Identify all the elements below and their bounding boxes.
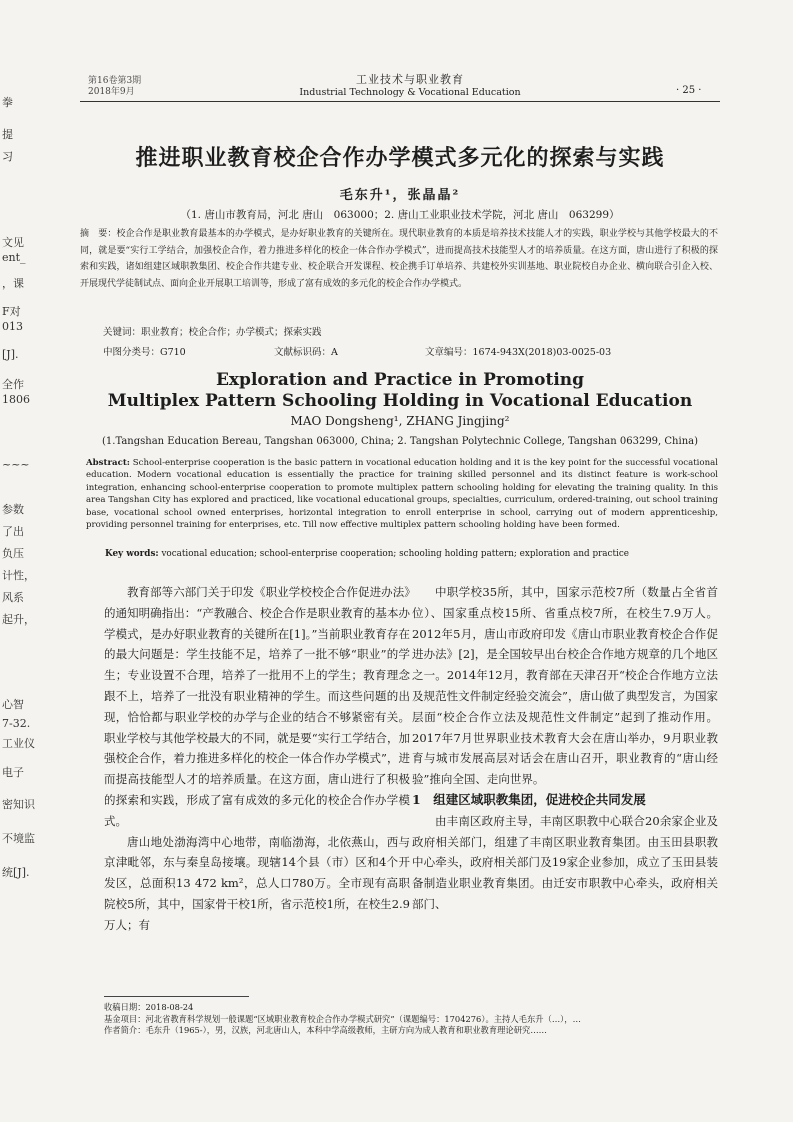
footnotes bbox=[104, 1002, 724, 1037]
document-code: 文献标识码：A bbox=[274, 347, 338, 358]
header-volume bbox=[88, 76, 141, 98]
edge-fragment: 工业仪 bbox=[2, 737, 35, 750]
footnote-received: 收稿日期：2018-08-24 bbox=[104, 1002, 194, 1012]
edge-fragment: 了出 bbox=[2, 525, 24, 538]
section-heading: 1 组建区域职教集团，促进校企共同发展 bbox=[412, 791, 646, 807]
body-paragraph: 由丰南区政府主导，丰南区职教中心联合20余家企业及政府相关部门，组建了丰南区职业教育集团。由玉田县职教中心牵头，政府相关部门及19家企业参加，成立了玉田县装备制造业职业教育集团。由迁安市职教中心牵头，政府相关部门、 bbox=[412, 813, 718, 911]
english-keywords bbox=[105, 549, 629, 559]
keywords-cn: 关键词：职业教育；校企合作；办学模式；探索实践 bbox=[103, 327, 322, 338]
footnote-fund: 基金项目：河北省教育科学规划一般课题“区域职业教育校企合作办学模式研究”（课题编号：1704276）。主持人毛东升（…），… bbox=[104, 1013, 581, 1024]
english-title bbox=[80, 370, 720, 412]
edge-fragment: 参数 bbox=[2, 503, 24, 516]
header-date: 2018年9月 bbox=[88, 87, 135, 97]
body-paragraph: 唐山地处渤海湾中心地带，南临渤海，北依燕山，西与京津毗邻，东与秦皇岛接壤。现辖14个县（市）区和4个开发区，总面积13 472 km²，总人口780万。全市现有高职院校5所，其中，国家骨干校1所，省示范校1所，在校生2.9万人；有 bbox=[104, 834, 410, 932]
edge-fragment: 全作 bbox=[2, 378, 24, 391]
edge-fragment: F对 bbox=[2, 305, 21, 318]
edge-fragment: 1806 bbox=[2, 393, 30, 406]
body-paragraph: 教育部等六部门关于印发《职业学校校企合作促进办法》的通知明确指出：“产教融合、校企合作是职业教育的基本办学模式，是办好职业教育的关键所在[1]。”当前职业教育存在的最大问题是：学生技能不足，培养了一批不够“职业”的学生；专业设置不合理，培养了一批用不上的学生；教育理念跟不上，培养了一批没有职业精神的学生。而这些问题的出现，恰恰都与职业学校的办学与企业的结合不够紧密有关。职业学校与其他学校最大的不同，就是要“实行工学结合，加强校企合作，着力推进多样化的校企一体合作办学模式”，进而提高技能型人才的培养质量。在这方面，唐山进行了积极的探索和实践，形成了富有成效的多元化的校企合作办学模式。 bbox=[104, 585, 410, 828]
english-title-line2: Multiplex Pattern Schooling Holding in Vocational Education bbox=[107, 391, 693, 411]
article-number: 文章编号：1674-943X(2018)03-0025-03 bbox=[425, 347, 612, 358]
english-abstract-text: School-enterprise cooperation is the basic pattern in vocational education holding and it is the key point for the successful vocational education. Modern vocational education is essentially the practice for training skilled personnel and its distinct feature is work-school integration, enhancing school-enterprise cooperation to promote multiplex pattern schooling holding for elevating the training quality. In this area Tangshan City has explored and practiced, like vocational educational groups, specialties, curriculum, ordered-training, out school training base, vocational school owned enterprises, horizontal integration to enroll enterprise in school, carrying out of modern apprenticeship, providing personnel training for enterprises, etc. Till now effective multiplex pattern schooling holding have been formed. bbox=[86, 458, 718, 531]
header-rule bbox=[80, 101, 720, 102]
edge-fragment: 计性， bbox=[2, 569, 35, 582]
article-authors: 毛东升¹，张晶晶² bbox=[339, 188, 461, 203]
english-keywords-label: Key words: bbox=[105, 549, 159, 559]
body-column-left bbox=[104, 582, 410, 936]
edge-fragment: 电子 bbox=[2, 766, 24, 779]
edge-fragment: [J]. bbox=[2, 348, 19, 361]
edge-fragment: 起升， bbox=[2, 613, 35, 626]
edge-fragment: 负压 bbox=[2, 547, 24, 560]
edge-fragment: 习 bbox=[2, 150, 13, 163]
edge-fragment: ~~~ bbox=[2, 458, 30, 471]
article-affiliation: （1. 唐山市教育局，河北 唐山 063000；2. 唐山工业职业技术学院，河北 唐山 063299） bbox=[180, 209, 620, 221]
body-paragraph: 中职学校35所，其中，国家示范校7所（数量占全省首位）、国家重点校15所、省重点校7所，在校生7.9万人。2012年5月，唐山市政府印发《唐山市职业教育校企合作促进办法》[2]，是全国较早出台校企合作地方规章的几个地区之一。2014年12月，教育部在天津召开“校企合作地方立法及规范性文件制定经验交流会”，唐山做了典型发言，为国家层面“校企合作立法及规范性文件制定”起到了推动作用。2017年7月世界职业技术教育大会在唐山举办，9月职业教育与城市发展高层对话会在唐山召开，职业教育的“唐山经验”推向全国、走向世界。 bbox=[412, 585, 718, 787]
english-keywords-text: vocational education; school-enterprise cooperation; schooling holding pattern; exploration and practice bbox=[161, 549, 629, 559]
abstract-cn: 摘 要：校企合作是职业教育最基本的办学模式，是办好职业教育的关键所在。现代职业教育的本质是培养技术技能人才的实践，职业学校与其他学校最大的不同，就是要“实行工学结合，加强校企合作，着力推进多样化的校企一体合作办学模式”，进而提高技术技能型人才的培养质量。在这方面，唐山进行了积极的探索和实践，诸如组建区域职教集团、校企合作共建专业、校企联合开发课程、校企携手订单培养、共建校外实训基地、职业院校自办企业、横向联合引企入校、开展现代学徒制试点、面向企业开展职工培训等，形成了富有成效的多元化的校企合作办学模式。 bbox=[80, 229, 718, 289]
edge-fragment: 不境监 bbox=[2, 832, 35, 845]
edge-fragment: 提 bbox=[2, 128, 13, 141]
english-authors: MAO Dongsheng¹, ZHANG Jingjing² bbox=[290, 414, 510, 428]
footnote-rule bbox=[104, 996, 249, 997]
edge-fragment: ent_ bbox=[2, 251, 26, 264]
page-number: · 25 · bbox=[676, 85, 702, 96]
header-vol: 第16卷第3期 bbox=[88, 76, 142, 86]
edge-fragment: 风系 bbox=[2, 591, 24, 604]
header-journal bbox=[260, 73, 560, 99]
english-abstract-label: Abstract: bbox=[86, 458, 130, 468]
edge-fragment: 7-32. bbox=[2, 717, 31, 730]
class-number: 中图分类号：G710 bbox=[103, 347, 186, 358]
english-title-line1: Exploration and Practice in Promoting bbox=[215, 370, 585, 390]
body-column-right bbox=[412, 582, 718, 915]
footnote-author: 作者简介：毛东升（1965-），男，汉族，河北唐山人，本科中学高级教师，主研方向为成人教育和职业教育理论研究…… bbox=[104, 1025, 547, 1035]
journal-name-cn: 工业技术与职业教育 bbox=[356, 73, 464, 86]
edge-fragment: 统[J]. bbox=[2, 866, 30, 879]
journal-name-en: Industrial Technology & Vocational Education bbox=[299, 87, 521, 98]
english-abstract bbox=[86, 457, 718, 531]
edge-fragment: ，课 bbox=[2, 277, 24, 290]
edge-fragment: 文见 bbox=[2, 236, 24, 249]
edge-fragment: 拳 bbox=[2, 96, 13, 109]
edge-fragment: 013 bbox=[2, 320, 23, 333]
article-title: 推进职业教育校企合作办学模式多元化的探索与实践 bbox=[135, 145, 665, 171]
english-affiliation: (1.Tangshan Education Bereau, Tangshan 063000, China; 2. Tangshan Polytechnic College, Tangshan 063299, China) bbox=[102, 436, 698, 447]
edge-fragment: 密知识 bbox=[2, 798, 35, 811]
edge-fragment: 心智 bbox=[2, 698, 24, 711]
